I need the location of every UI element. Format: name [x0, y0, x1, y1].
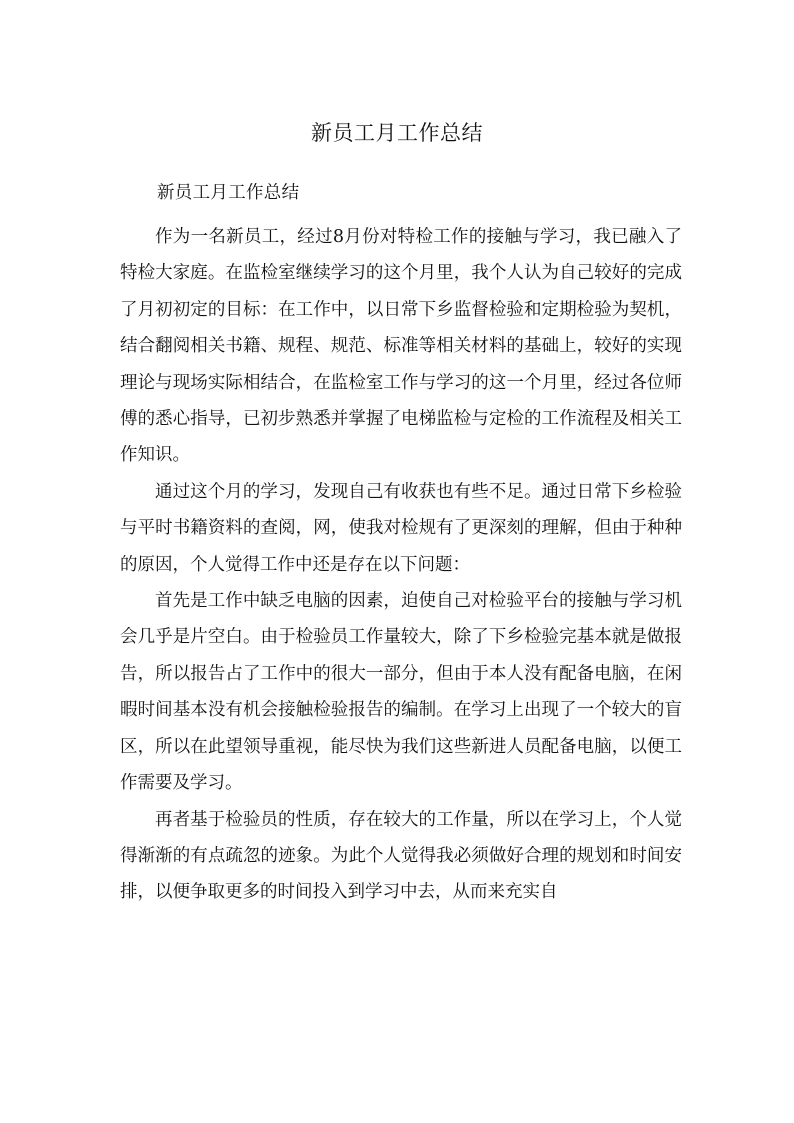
paragraph-2: 通过这个月的学习，发现自己有收获也有些不足。通过日常下乡检验与平时书籍资料的查阅，网，使我对检规有了更深刻的理解，但由于种种的原因，个人觉得工作中还是存在以下问题： [120, 481, 682, 575]
document-title: 新员工月工作总结 [311, 121, 483, 145]
document-body [120, 219, 682, 911]
paragraph-3: 首先是工作中缺乏电脑的因素，迫使自己对检验平台的接触与学习机会几乎是片空白。由于检验员工作量较大，除了下乡检验完基本就是做报告，所以报告占了工作中的很大一部分，但由于本人没有配备电脑，在闲暇时间基本没有机会接触检验报告的编制。在学习上出现了一个较大的盲区，所以在此望领导重视，能尽快为我们这些新进人员配备电脑，以便工作需要及学习。 [120, 591, 682, 794]
paragraph-4: 再者基于检验员的性质，存在较大的工作量，所以在学习上，个人觉得渐渐的有点疏忽的迹象。为此个人觉得我必须做好合理的规划和时间安排，以便争取更多的时间投入到学习中去，从而来充实自 [120, 809, 682, 903]
paragraph-1: 作为一名新员工，经过8月份对特检工作的接触与学习，我已融入了特检大家庭。在监检室继续学习的这个月里，我个人认为自己较好的完成了月初初定的目标：在工作中，以日常下乡监督检验和定期检验为契机，结合翻阅相关书籍、规程、规范、标准等相关材料的基础上，较好的实现理论与现场实际相结合，在监检室工作与学习的这一个月里，经过各位师傅的悉心指导，已初步熟悉并掌握了电梯监检与定检的工作流程及相关工作知识。 [120, 227, 682, 466]
document-subtitle: 新员工月工作总结 [157, 183, 300, 203]
